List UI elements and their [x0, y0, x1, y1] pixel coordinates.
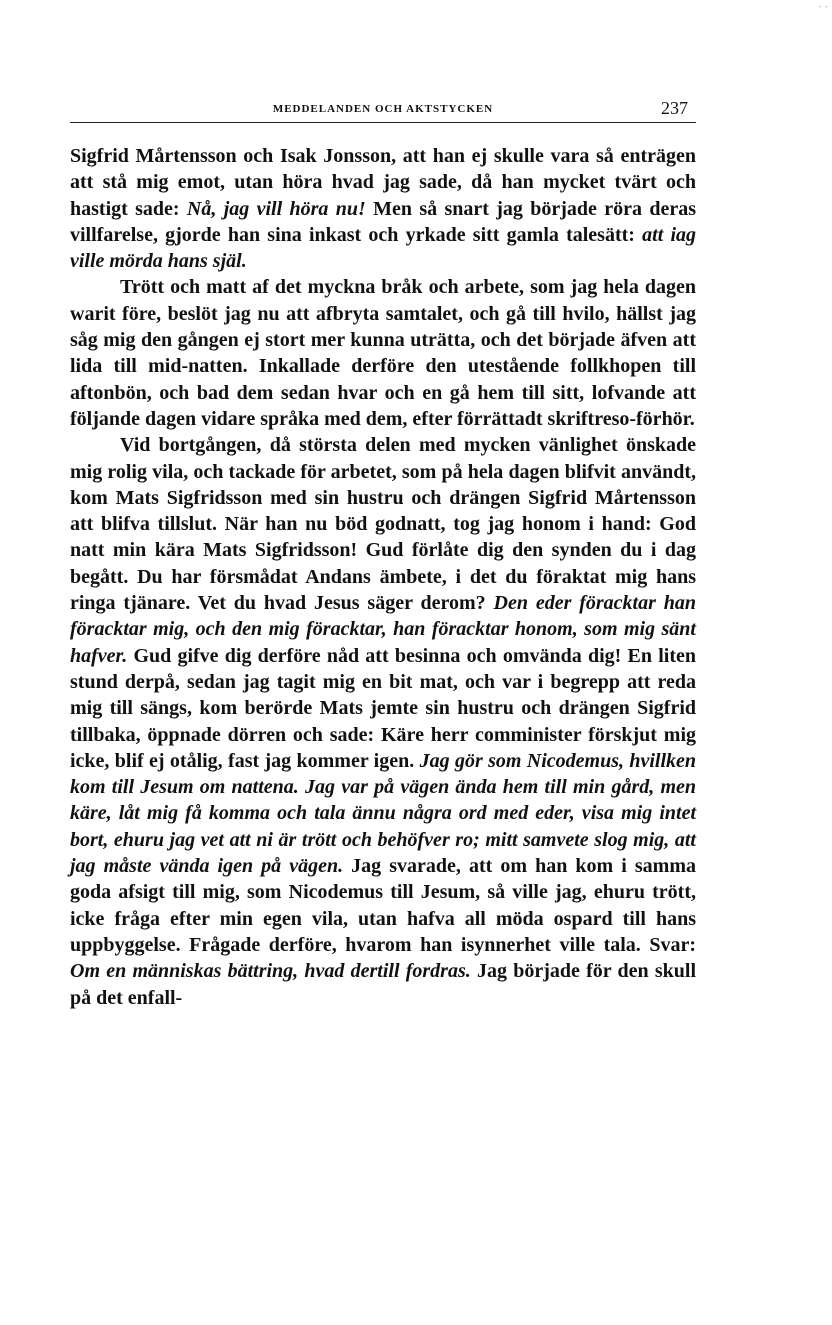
paragraph-2: [70, 274, 696, 432]
paragraph-3: [70, 432, 696, 1011]
text-span: Jag svarade, att om han kom i samma goda afsigt till mig, som Nicodemus till Jesum, så ville jag, ehuru trött, icke fråga efter min egen vila, utan hafva all möda ospard till hans uppbyggelse. Frågade derföre, hvarom han isynnerhet ville tala. Svar:: [70, 855, 696, 956]
italic-span: att iag ville mörda hans själ.: [70, 223, 697, 273]
text-span: Jag började för den skull på det enfall-: [70, 960, 696, 1009]
running-header: [70, 100, 696, 123]
page-number: 237: [661, 98, 688, 118]
italic-span: Om en människas bättring, hvad dertill fordras.: [70, 960, 471, 983]
text-span: Gud gifve dig derföre nåd att besinna och omvända dig! En liten stund derpå, sedan jag tagit mig en bit mat, och var i begrepp att reda mig till sängs, kom berörde Mats jemte sin hustru och drängen Sigfrid tillbaka, öppnade dörren och sade: Käre herr comminister förskjut mig icke, blif ej otålig, fast jag kommer igen.: [70, 644, 696, 772]
body-text: [70, 143, 696, 1011]
text-span: Men så snart jag började röra deras villfarelse, gjorde han sina inkast och yrkade sitt gamla talesätt:: [70, 197, 697, 246]
text-span: Sigfrid Mårtensson och Isak Jonsson, att han ej skulle vara så enträgen att stå mig emot, utan höra hvad jag sade, då han mycket tvärt och hastigt sade:: [70, 145, 696, 220]
book-page: [70, 100, 696, 1011]
italic-span: Den eder föracktar han föracktar mig, och den mig föracktar, han föracktar honom, som mig sänt hafver.: [70, 592, 696, 667]
text-span: Vid bortgången, då största delen med mycken vänlighet önskade mig rolig vila, och tackade för arbetet, som på hela dagen blifvit användt, kom Mats Sigfridsson med sin hustru och drängen Sigfrid Mårtensson att blifva tillslut. När han nu böd godnatt, tog jag honom i hand: God natt min kära Mats Sigfridsson! Gud förlåte dig den synden du i dag begått. Du har försmådat Andans ämbete, i det du föraktat mig hans ringa tjänare. Vet du hvad Jesus säger derom?: [70, 434, 696, 615]
italic-span: Jag gör som Nicodemus, hvillken kom till Jesum om nattena. Jag var på vägen ända hem till min gård, men käre, låt mig få komma och tala ännu några ord med eder, visa mig intet bort, ehuru jag vet att ni är trött och behöfver ro; mitt samvete slog mig, att jag måste vända igen på vägen.: [70, 749, 696, 878]
italic-span: Nå, jag vill höra nu!: [186, 197, 366, 220]
paragraph-1: [70, 143, 696, 274]
text-span: Trött och matt af det myckna bråk och arbete, som jag hela dagen warit före, beslöt jag nu att afbryta samtalet, och gå till hvilo, hällst jag såg mig den gången ej stort mer kunna uträtta, och det började äfven att lida till mid-natten. Inkallade derföre den utestående follkhopen till aftonbön, och bad dem sedan hvar och en gå hem till sitt, lofvande att följande dagen vidare språka med dem, efter förrättadt skriftreso-förhör.: [70, 276, 696, 430]
scan-edge-mark: - -: [818, 2, 828, 12]
running-title: MEDDELANDEN OCH AKTSTYCKEN: [272, 103, 494, 115]
